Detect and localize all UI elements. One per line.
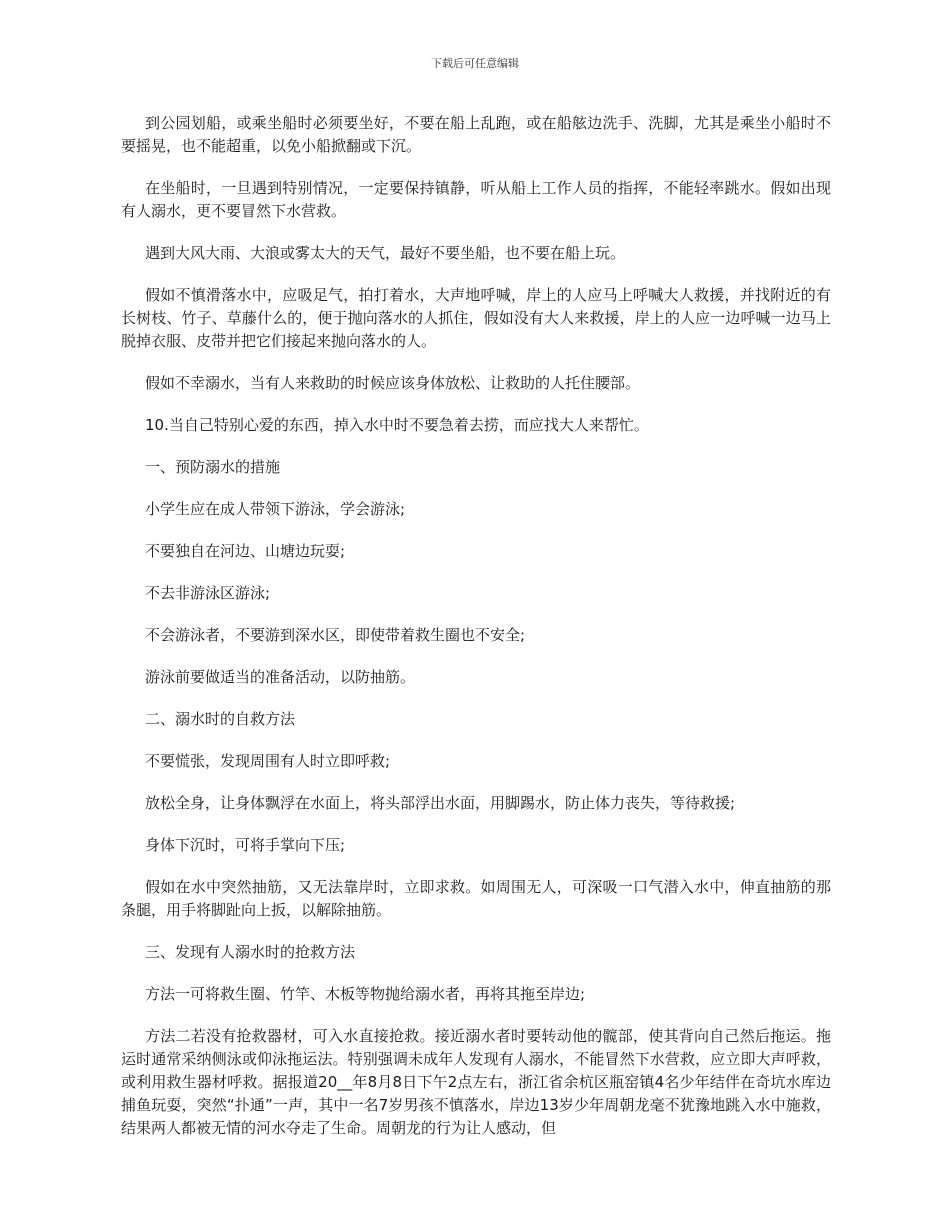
- paragraph: 不会游泳者，不要游到深水区，即使带着救生圈也不安全;: [145, 626, 526, 644]
- paragraph: 游泳前要做适当的准备活动，以防抽筋。: [145, 668, 416, 686]
- paragraph: 假如在水中突然抽筋，又无法靠岸时，立即求救。如周围无人，可深吸一口气潜入水中，伸直抽筋的那条腿，用手将脚趾向上扳，以解除抽筋。: [121, 878, 831, 919]
- paragraph: 不要独自在河边、山塘边玩耍;: [145, 542, 346, 560]
- paragraph: 10.当自己特别心爱的东西，掉入水中时不要急着去捞，而应找大人来帮忙。: [145, 416, 649, 434]
- paragraph: 小学生应在成人带领下游泳，学会游泳;: [145, 500, 406, 518]
- document-body: [121, 112, 831, 1159]
- paragraph: 遇到大风大雨、大浪或雾太大的天气，最好不要坐船，也不要在船上玩。: [145, 244, 626, 262]
- paragraph: 方法二若没有抢救器材，可入水直接抢救。接近溺水者时要转动他的髋部，使其背向自己然后拖运。拖运时通常采纳侧泳或仰泳拖运法。特别强调未成年人发现有人溺水，不能冒然下水营救，应立即大声呼救，或利用救生器材呼救。据报道20__年8月8日下午2点左右，浙江省余杭区瓶窑镇4名少年结伴在奇坑水库边捕鱼玩耍，突然“扑通”一声，其中一名7岁男孩不慎落水，岸边13岁少年周朝龙毫不犹豫地跳入水中施救，结果两人都被无情的河水夺走了生命。周朝龙的行为让人感动，但: [121, 1027, 831, 1137]
- paragraph: 到公园划船，或乘坐船时必须要坐好，不要在船上乱跑，或在船舷边洗手、洗脚，尤其是乘坐小船时不要摇晃，也不能超重，以免小船掀翻或下沉。: [121, 114, 831, 155]
- paragraph: 不要慌张，发现周围有人时立即呼救;: [145, 752, 391, 770]
- paragraph: 假如不慎滑落水中，应吸足气，拍打着水，大声地呼喊，岸上的人应马上呼喊大人救援，并找附近的有长树枝、竹子、草藤什么的，便于抛向落水的人抓住，假如没有大人来救援，岸上的人应一边呼喊一边马上脱掉衣服、皮带并把它们接起来抛向落水的人。: [121, 286, 831, 350]
- paragraph: 一、预防溺水的措施: [145, 458, 281, 476]
- paragraph: 放松全身，让身体飘浮在水面上，将头部浮出水面，用脚踢水，防止体力丧失，等待救援;: [145, 794, 736, 812]
- paragraph: 不去非游泳区游泳;: [145, 584, 271, 602]
- paragraph: 方法一可将救生圈、竹竿、木板等物抛给溺水者，再将其拖至岸边;: [145, 985, 586, 1003]
- paragraph: 假如不幸溺水，当有人来救助的时候应该身体放松、让救助的人托住腰部。: [145, 374, 641, 392]
- paragraph: 二、溺水时的自救方法: [145, 710, 296, 728]
- page-header: 下载后可任意编辑: [431, 57, 519, 70]
- paragraph: 身体下沉时，可将手掌向下压;: [145, 836, 346, 854]
- paragraph: 在坐船时，一旦遇到特别情况，一定要保持镇静，听从船上工作人员的指挥，不能轻率跳水。假如出现有人溺水，更不要冒然下水营救。: [121, 179, 831, 220]
- paragraph: 三、发现有人溺水时的抢救方法: [145, 943, 356, 961]
